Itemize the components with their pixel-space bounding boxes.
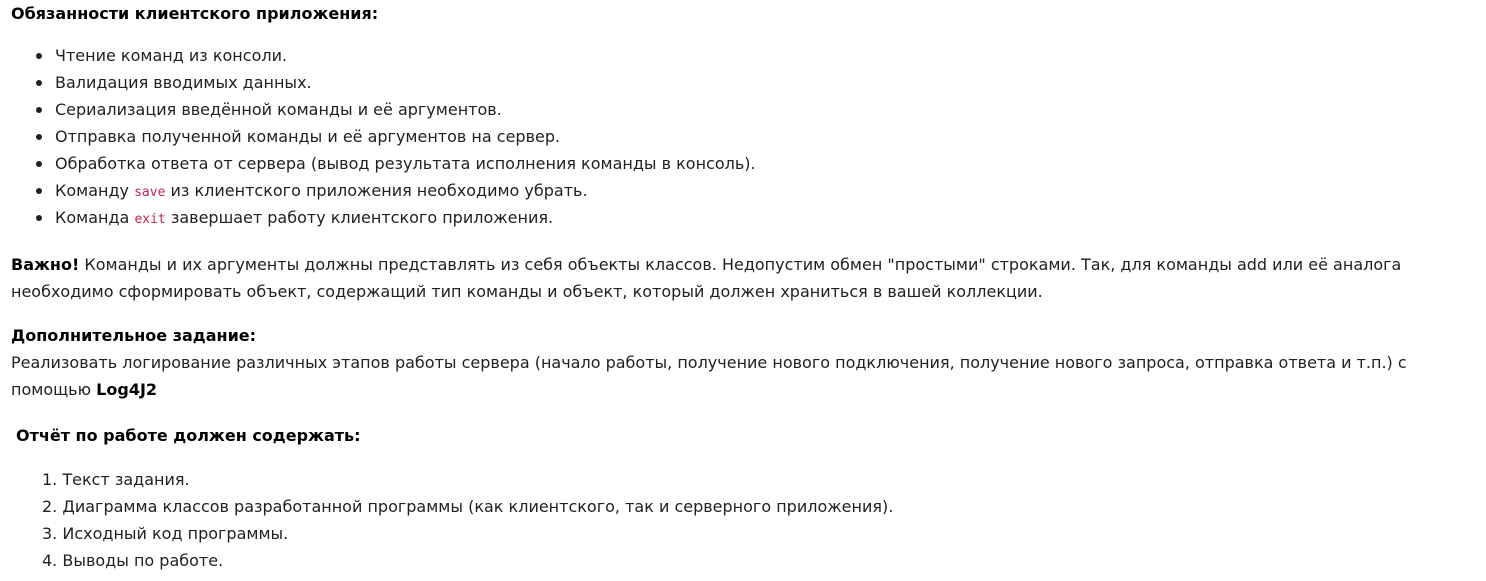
list-item: [11, 177, 756, 204]
list-item-text: Команду: [55, 181, 135, 200]
report-list: [42, 466, 893, 574]
important-label: Важно!: [11, 255, 80, 274]
report-heading: Отчёт по работе должен содержать:: [16, 426, 361, 445]
list-item: 1. Текст задания.: [42, 470, 190, 489]
list-item: 3. Исходный код программы.: [42, 524, 289, 543]
list-item-text: Чтение команд из консоли.: [55, 46, 288, 65]
list-item-text: Обработка ответа от сервера (вывод результата исполнения команды в консоль).: [55, 154, 756, 173]
extra-task-paragraph: [11, 349, 1481, 403]
list-item-text: из клиентского приложения необходимо убрать.: [165, 181, 588, 200]
list-item: 4. Выводы по работе.: [42, 551, 224, 570]
duties-list: [11, 42, 756, 231]
log4j2-label: Log4J2: [96, 380, 158, 399]
important-text: Команды и их аргументы должны представлять из себя объекты классов. Недопустим обмен "простыми" строками. Так, для команды add или её аналога необходимо сформировать объект, содержащий тип команды и объект, который должен храниться в вашей коллекции.: [11, 255, 1402, 301]
list-item: [11, 69, 756, 96]
list-item: [11, 123, 756, 150]
list-item-text: Отправка полученной команды и её аргументов на сервер.: [55, 127, 561, 146]
list-item-text: Валидация вводимых данных.: [55, 73, 312, 92]
extra-task-text: Реализовать логирование различных этапов работы сервера (начало работы, получение нового подключения, получение нового запроса, отправка ответа и т.п.) с помощью: [11, 353, 1407, 399]
save-command-code: save: [134, 185, 166, 200]
important-paragraph: [11, 251, 1481, 305]
list-item: [11, 204, 756, 231]
extra-task-section: [11, 322, 1481, 403]
list-item-text: Сериализация введённой команды и её аргументов.: [55, 100, 502, 119]
list-item-text: Команда: [55, 208, 135, 227]
document-content: [11, 0, 1481, 570]
list-item: [11, 42, 756, 69]
list-item-text: завершает работу клиентского приложения.: [165, 208, 554, 227]
list-item: [11, 150, 756, 177]
list-item: 2. Диаграмма классов разработанной программы (как клиентского, так и серверного приложения).: [42, 497, 894, 516]
exit-command-code: exit: [134, 212, 166, 227]
list-item: [11, 96, 756, 123]
extra-task-heading: Дополнительное задание:: [11, 326, 257, 345]
duties-heading: Обязанности клиентского приложения:: [11, 4, 379, 23]
